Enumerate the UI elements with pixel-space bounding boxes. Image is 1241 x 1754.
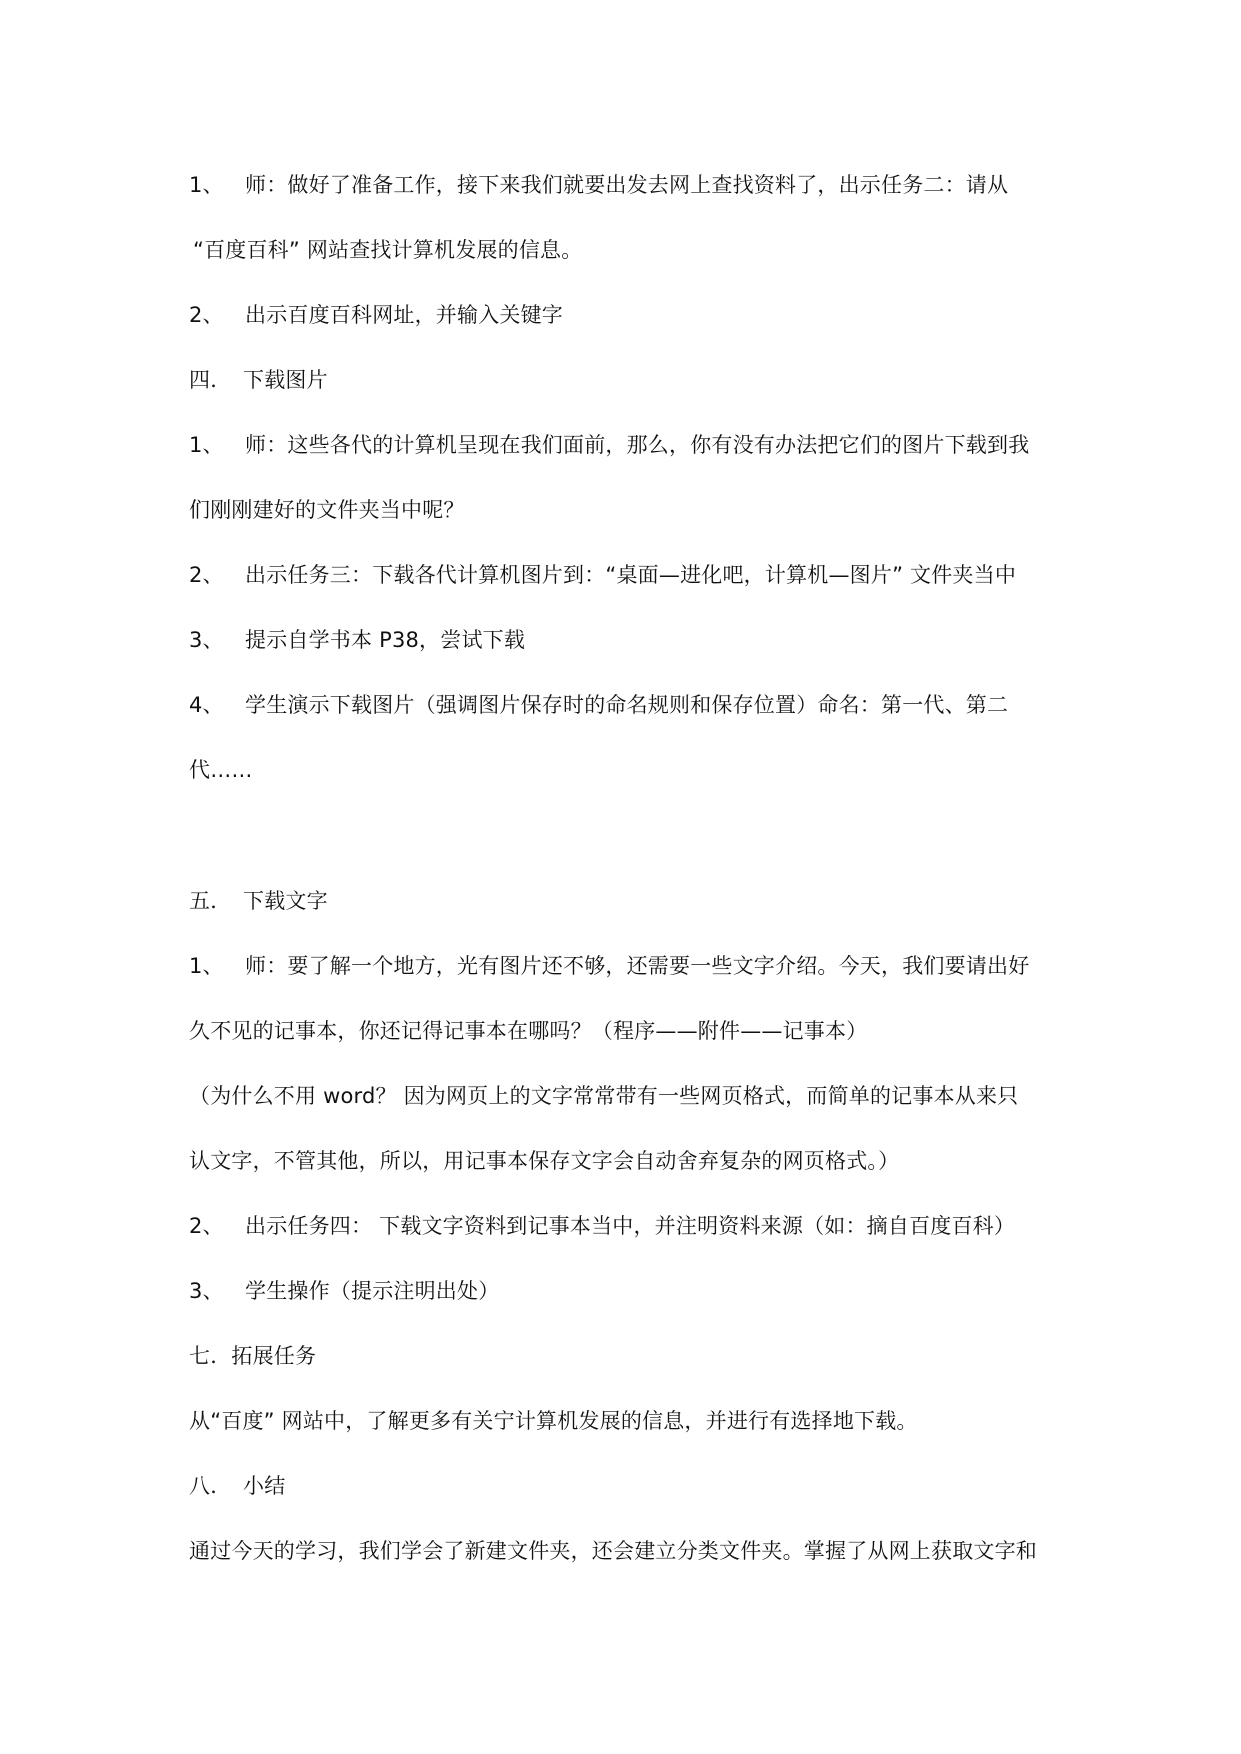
paragraph-line	[189, 626, 1069, 654]
section-heading	[189, 1342, 1069, 1370]
paragraph-line	[189, 756, 1069, 784]
list-number: 3、	[189, 628, 224, 652]
section-number: 五．	[189, 889, 232, 913]
section-number: 八．	[189, 1474, 232, 1498]
list-number: 4、	[189, 693, 224, 717]
paragraph-line	[189, 1407, 1069, 1435]
line-text: 出示任务三：下载各代计算机图片到：“桌面—进化吧，计算机—图片” 文件夹当中	[245, 563, 1017, 587]
line-text: 认文字，不管其他，所以，用记事本保存文字会自动舍弃复杂的网页格式。）	[189, 1149, 900, 1173]
paragraph-line	[189, 691, 1069, 719]
list-number: 2、	[189, 303, 224, 327]
paragraph-line	[189, 1082, 1069, 1110]
line-text: 久不见的记事本，你还记得记事本在哪吗？（程序——附件——记事本）	[189, 1019, 868, 1043]
line-text: 出示任务四： 下载文字资料到记事本当中，并注明资料来源（如：摘自百度百科）	[245, 1214, 1016, 1238]
line-text: （为什么不用 word？ 因为网页上的文字常常带有一些网页格式，而简单的记事本从来只	[189, 1084, 1019, 1108]
section-number: 四．	[189, 368, 232, 392]
paragraph-line	[189, 431, 1069, 459]
paragraph-line	[193, 236, 1073, 264]
list-number: 1、	[189, 433, 224, 457]
list-number: 1、	[189, 954, 224, 978]
list-number: 1、	[189, 173, 224, 197]
paragraph-line	[189, 561, 1069, 589]
line-text: 学生操作（提示注明出处）	[245, 1279, 500, 1303]
line-text: 代……	[189, 758, 253, 782]
line-text: 提示自学书本 P38，尝试下载	[245, 628, 526, 652]
line-text: 小结	[243, 1474, 286, 1498]
line-text: 学生演示下载图片（强调图片保存时的命名规则和保存位置）命名：第一代、第二	[245, 693, 1009, 717]
list-number: 2、	[189, 1214, 224, 1238]
line-text: 师：这些各代的计算机呈现在我们面前，那么，你有没有办法把它们的图片下载到我	[245, 433, 1030, 457]
list-number: 2、	[189, 563, 224, 587]
line-text: 通过今天的学习，我们学会了新建文件夹，还会建立分类文件夹。掌握了从网上获取文字和	[189, 1539, 1037, 1563]
paragraph-line	[189, 1277, 1069, 1305]
paragraph-line	[189, 496, 1069, 524]
section-heading	[189, 366, 1069, 394]
line-text: 从“百度” 网站中，了解更多有关宁计算机发展的信息，并进行有选择地下载。	[189, 1409, 918, 1433]
line-text: 们刚刚建好的文件夹当中呢？	[189, 498, 465, 522]
line-text: 师：做好了准备工作，接下来我们就要出发去网上查找资料了，出示任务二：请从	[245, 173, 1009, 197]
line-text: “百度百科” 网站查找计算机发展的信息。	[193, 238, 583, 262]
paragraph-line	[189, 952, 1069, 980]
paragraph-line	[189, 1212, 1069, 1240]
line-text: 下载文字	[243, 889, 328, 913]
paragraph-line	[189, 1537, 1069, 1565]
line-text: 出示百度百科网址，并输入关键字	[245, 303, 563, 327]
paragraph-line	[189, 171, 1069, 199]
line-text: 师：要了解一个地方，光有图片还不够，还需要一些文字介绍。今天，我们要请出好	[245, 954, 1030, 978]
line-text: 七．拓展任务	[189, 1344, 317, 1368]
line-text: 下载图片	[243, 368, 328, 392]
section-heading	[189, 1472, 1069, 1500]
section-heading	[189, 887, 1069, 915]
paragraph-line	[189, 1017, 1069, 1045]
paragraph-line	[189, 1147, 1069, 1175]
list-number: 3、	[189, 1279, 224, 1303]
paragraph-line	[189, 301, 1069, 329]
